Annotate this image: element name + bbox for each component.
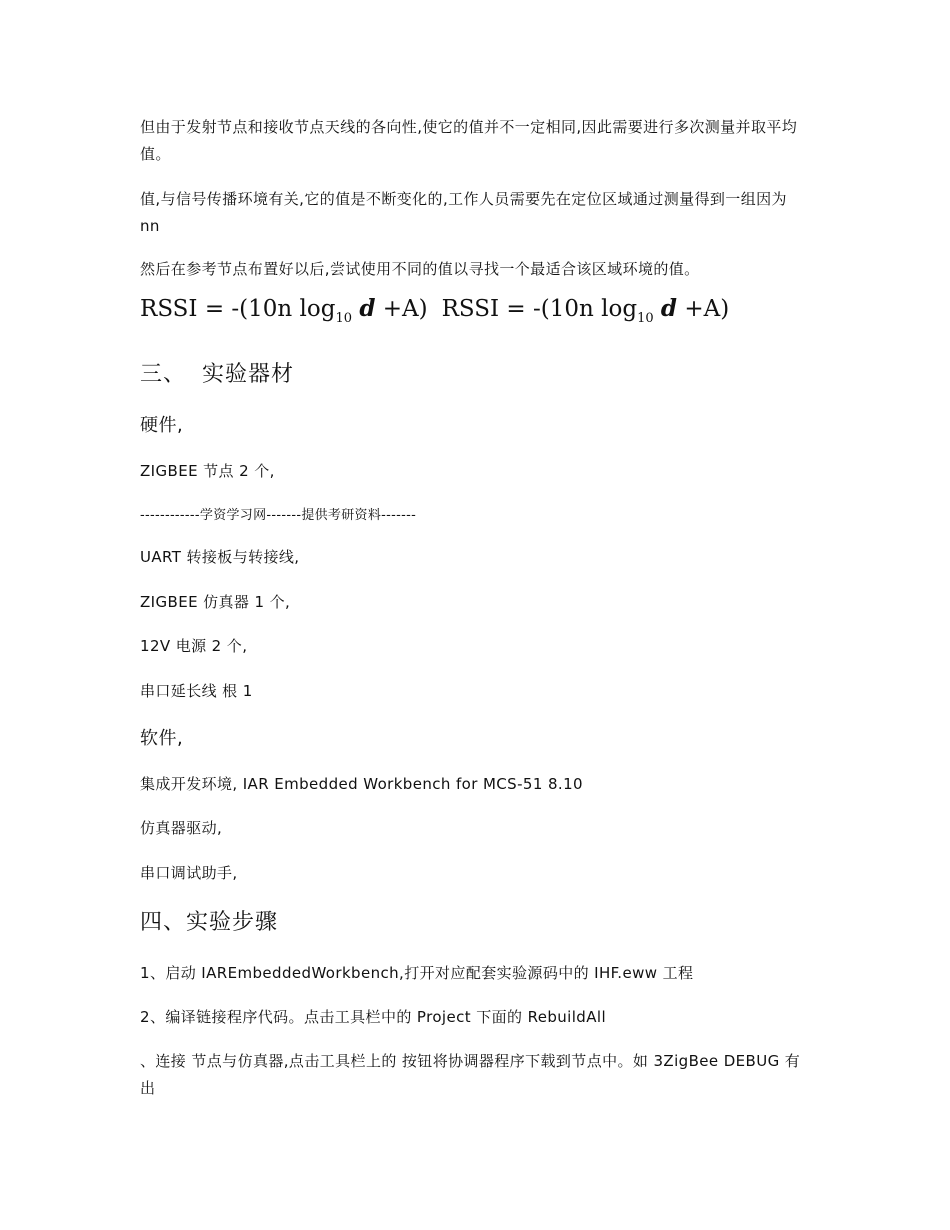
software-item: 集成开发环境, IAR Embedded Workbench for MCS-51 8.10 — [140, 775, 583, 793]
paragraph-signal-environment: 值,与信号传播环境有关,它的值是不断变化的,工作人员需要先在定位区域通过测量得到一组因为 nn — [140, 190, 787, 235]
step-item: 2、编译链接程序代码。点击工具栏中的 Project 下面的 RebuildAll — [140, 1008, 607, 1026]
formula-variable: d — [359, 294, 376, 322]
step-item: 、连接 节点与仿真器,点击工具栏上的 按钮将协调器程序下载到节点中。如 3ZigBee DEBUG 有出 — [140, 1052, 801, 1097]
formula-rhs-2: +A) — [684, 295, 730, 322]
software-heading: 软件, — [140, 728, 184, 749]
software-item: 串口调试助手, — [140, 864, 238, 882]
paragraph-measurement-average: 但由于发射节点和接收节点天线的各向性,使它的值并不一定相同,因此需要进行多次测量并取平均值。 — [140, 118, 798, 163]
watermark-line: ------------学资学习网-------提供考研资料------- — [140, 508, 417, 523]
formula-lhs: RSSI = -(10n log — [140, 295, 336, 322]
hardware-item: 串口延长线 根 1 — [140, 682, 253, 700]
formula-subscript-2: 10 — [637, 310, 654, 326]
hardware-item: ZIGBEE 节点 2 个, — [140, 462, 275, 480]
hardware-item: 12V 电源 2 个, — [140, 637, 248, 655]
hardware-heading: 硬件, — [140, 415, 184, 436]
formula-lhs-2: RSSI = -(10n log — [441, 295, 638, 322]
formula-variable-2: d — [660, 294, 678, 322]
section-heading-steps: 四、实验步骤 — [140, 910, 279, 935]
rssi-formula-duplicate — [442, 295, 730, 326]
paragraph-reference-node: 然后在参考节点布置好以后,尝试使用不同的值以寻找一个最适合该区域环境的值。 — [140, 260, 700, 278]
hardware-item: UART 转接板与转接线, — [140, 548, 300, 566]
software-item: 仿真器驱动, — [140, 819, 223, 837]
step-item: 1、启动 IAREmbeddedWorkbench,打开对应配套实验源码中的 IHF.eww 工程 — [140, 964, 694, 982]
hardware-item: ZIGBEE 仿真器 1 个, — [140, 593, 291, 611]
formula-rhs: +A) — [382, 295, 428, 322]
formula-subscript: 10 — [335, 310, 353, 326]
rssi-formula — [140, 295, 428, 326]
section-heading-equipment: 三、 实验器材 — [140, 362, 294, 387]
rssi-formula-row — [140, 292, 729, 328]
